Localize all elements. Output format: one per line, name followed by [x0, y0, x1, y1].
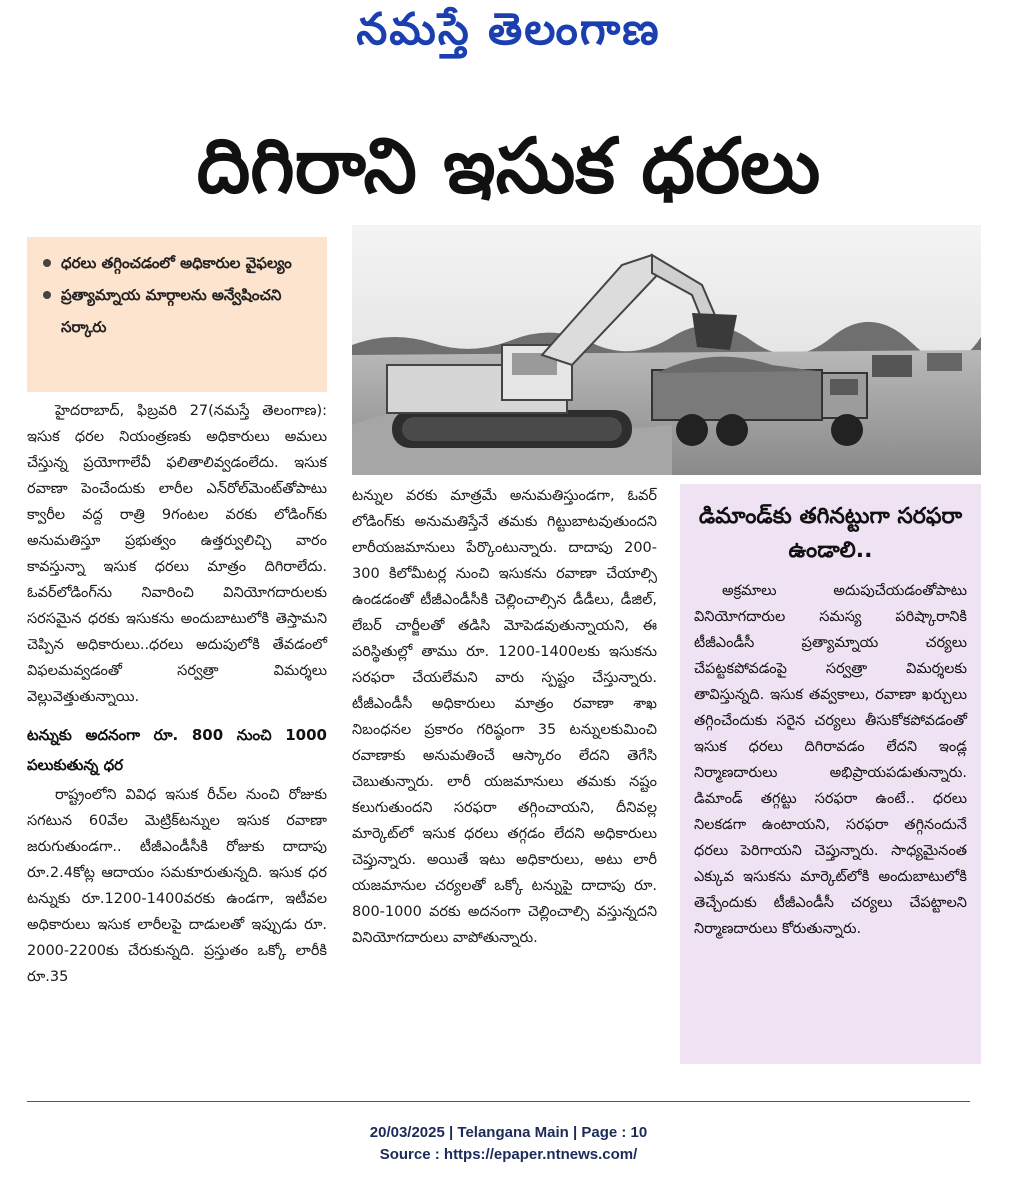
highlight-item: [41, 247, 317, 279]
footer-edition: Telangana Main: [457, 1124, 569, 1141]
article-paragraph: హైదరాబాద్, ఫిబ్రవరి 27(నమస్తే తెలంగాణ): ఇసుక ధరల నియంత్రణకు అధికారులు అమలు చేస్తున్న ప్రయోగాలేవీ ఫలితాలివ్వడంలేదు. ఇసుక రవాణా పెంచేందుకు లారీల ఎన్‌రోల్‌మెంట్‌తోపాటు క్వారీల వద్ద రాత్రి 9గంటల వరకు లోడింగ్‌కు అనుమతిస్తూ ప్రభుత్వం ఉత్తర్వులిచ్చి వారం కావస్తున్నా ఇసుక ధరలు మాత్రం దిగిరాలేదు. ఓవర్‌లోడింగ్‌ను నివారించి వినియోగదారులకు సరసమైన ధరకు ఇసుకను అందుబాటులోకి తెస్తామని చెప్పిన అధికారులు..ధరలు అదుపులోకి తేవడంలో విఫలమవ్వడంతో సర్వత్రా విమర్శలు వెల్లువెత్తుతున్నాయి.: [27, 403, 327, 705]
footer-source[interactable]: Source : https://epaper.ntnews.com/: [379, 1146, 638, 1163]
footer-page: Page : 10: [581, 1124, 648, 1141]
highlight-text: ప్రత్యామ్నాయ మార్గాలను అన్వేషించని సర్కారు: [61, 286, 282, 336]
footer-line: [0, 1124, 1017, 1141]
newspaper-masthead: నమస్తే తెలంగాణ: [356, 4, 661, 55]
excavator-photo: [352, 225, 981, 475]
excavator-loading-truck-photo-icon: [352, 225, 981, 475]
article-column-2: [352, 483, 657, 951]
article-headline: దిగిరాని ఇసుక ధరలు: [196, 121, 821, 210]
article-subheading: టన్నుకు అదనంగా రూ. 800 నుంచి 1000 పలుకుతున్న ధర: [27, 726, 327, 774]
bullet-icon: [43, 291, 51, 299]
sidebar-paragraph: అక్రమాలు అదుపుచేయడంతోపాటు వినియోగదారుల సమస్య పరిష్కారానికి టీజీఎండీసీ ప్రత్యామ్నాయ చర్యలు చేపట్టకపోవడంపై సర్వత్రా విమర్శలకు తావిస్తున్నది. ఇసుక తవ్వకాలు, రవాణా ఖర్చులు తగ్గించేందుకు సరైన చర్యలు తీసుకోకపోవడంతో ఇసుక ధరలు దిగిరావడం లేదని ఇండ్ల నిర్మాణదారులు అభిప్రాయపడుతున్నారు. డిమాండ్ తగ్గట్టు సరఫరా ఉంటే.. ధరలు నిలకడగా ఉంటాయని, సరఫరా తగ్గినందునే ధరలు పెరిగాయని చెప్తున్నారు. సాధ్యమైనంత ఎక్కువ ఇసుకను మార్కెట్‌లోకి అందుబాటులోకి తెచ్చేందుకు టీజీఎండీసీ చర్యలు చేపట్టాలని నిర్మాణదారులు కోరుతున్నారు.: [694, 583, 967, 937]
highlights-box: [27, 237, 327, 392]
article-column-1: [27, 398, 327, 990]
sidebar-heading: డిమాండ్‌కు తగినట్టుగా సరఫరా ఉండాలి..: [698, 504, 963, 563]
footer-separator: |: [572, 1124, 582, 1141]
article-paragraph: రాష్ట్రంలోని వివిధ ఇసుక రీచ్‌ల నుంచి రోజుకు సగటున 60వేల మెట్రిక్‌టన్నుల ఇసుక రవాణా జరుగుతుండగా.. టీజీఎండీసీకి రోజుకు దాదాపు రూ.2.4కోట్ల ఆదాయం సమకూరుతున్నది. ఇసుక ధర టన్నుకు రూ.1200-1400వరకు ఉండగా, ఇటీవల అధికారులు ఇసుక లారీలపై దాడులతో ఇప్పుడు రూ. 2000-2200కు చేరుకున్నది. ప్రస్తుతం ఒక్కో లారీకి రూ.35: [27, 787, 327, 985]
footer-date: 20/03/2025: [369, 1124, 445, 1141]
bullet-icon: [43, 259, 51, 267]
highlight-text: ధరలు తగ్గించడంలో అధికారుల వైఫల్యం: [61, 254, 292, 272]
footer-divider: [27, 1101, 970, 1102]
highlight-item: [41, 279, 317, 343]
article-paragraph: టన్నుల వరకు మాత్రమే అనుమతిస్తుండగా, ఓవర్ లోడింగ్‌కు అనుమతిస్తేనే తమకు గిట్టుబాటవుతుందని లారీయజమానులు పేర్కొంటున్నారు. దాదాపు 200-300 కిలోమీటర్ల నుంచి ఇసుకను రవాణా చేయాల్సి ఉండడంతో టీజీఎండీసీకి చెల్లించాల్సిన డీడీలు, డీజిల్, లేబర్ చార్జీలతో తడిసి మోపెడవుతున్నాయని, ఈ పరిస్థితుల్లో తాము రూ. 1200-1400లకు ఇసుకను సరఫరా చేయలేమని వారు స్పష్టం చేస్తున్నారు. టీజీఎండీసీ అధికారులు మాత్రం రవాణా శాఖ నిబంధనల ప్రకారం గరిష్ఠంగా 35 టన్నులకుమించి రవాణాకు అనుమతించే ఆస్కారం లేదని తెగేసి చెబుతున్నారు. లారీ యజమానులు తమకు నష్టం కలుగుతుందని సరఫరా తగ్గించాయని, దీనివల్ల మార్కెట్‌లో ఇసుక ధరలు తగ్గడం లేదని అధికారులు చెప్తున్నారు. అయితే ఇటు అధికారులు, అటు లారీ యజమానుల చర్యలతో ఒక్కో టన్నుపై దాదాపు రూ. 800-1000 వరకు అదనంగా చెల్లించాల్సి వస్తున్నదని వినియోగదారులు వాపోతున్నారు.: [352, 488, 657, 946]
footer-separator: |: [449, 1124, 458, 1141]
sidebar-box: [680, 484, 981, 1064]
